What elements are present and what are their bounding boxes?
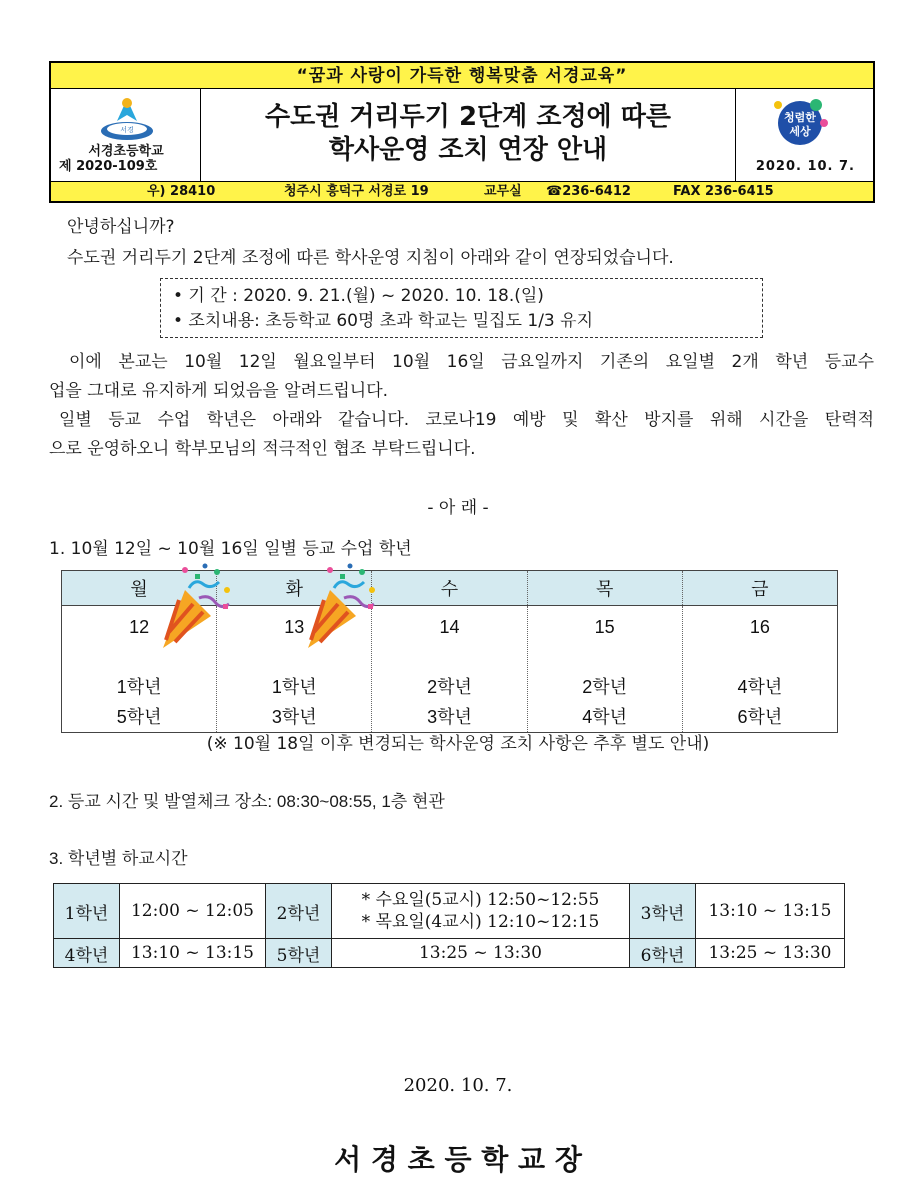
address-bar (51, 181, 873, 201)
dismissal-time-table (53, 883, 845, 968)
paragraph-1-line-1: 이에 본교는 10월 12일 월요일부터 10월 16일 금요일까지 기존의 요일별 2개 학년 등교수 (69, 352, 874, 372)
closing-date: 2020. 10. 7. (403, 1075, 513, 1096)
dismissal-time: 12:00 ~ 12:05 (120, 884, 266, 939)
dismissal-time: 13:25 ~ 13:30 (332, 939, 630, 968)
day-header: 목 (527, 571, 682, 606)
day-header: 수 (372, 571, 527, 606)
section-1-title: 1. 10월 12일 ~ 10월 16일 일별 등교 수업 학년 (49, 539, 412, 559)
grade-label: 1학년 (54, 884, 120, 939)
intro-text: 수도권 거리두기 2단계 조정에 따른 학사운영 지침이 아래와 같이 연장되었습니다. (67, 248, 674, 268)
postal-code: 우) 28410 (147, 184, 216, 199)
grade-label: 6학년 (630, 939, 696, 968)
section-2-title: 2. 등교 시간 및 발열체크 장소: 08:30~08:55, 1층 현관 (49, 792, 445, 811)
measure-line: • 조치내용: 초등학교 60명 초과 학교는 밀집도 1/3 유지 (173, 311, 593, 331)
grade: 4학년 (737, 677, 783, 697)
grade-label: 3학년 (630, 884, 696, 939)
day-cell (527, 606, 682, 733)
phone: ☎236-6412 (546, 184, 631, 199)
date-number: 16 (749, 617, 770, 637)
svg-text:청렴한: 청렴한 (784, 111, 816, 124)
title-line-1: 수도권 거리두기 2단계 조정에 따른 (265, 102, 671, 132)
section-3-title: 3. 학년별 하교시간 (49, 849, 188, 868)
slogan: “꿈과 사랑이 가득한 행복맞춤 서경교육” (51, 63, 873, 89)
principal-signature: 서 경 초 등 학 교 장 (334, 1143, 582, 1176)
svg-text:서경: 서경 (120, 126, 134, 134)
paragraph-2-line-1: 일별 등교 수업 학년은 아래와 같습니다. 코로나19 예방 및 확산 방지를 위해 시간을 탄력적 (59, 410, 874, 430)
school-name: 서경초등학교 (88, 144, 164, 159)
date-number: 15 (594, 617, 615, 637)
day-header: 화 (217, 571, 372, 606)
grade: 3학년 (427, 707, 472, 727)
dismissal-time (332, 884, 630, 939)
header-right (736, 89, 873, 181)
document-title (201, 89, 736, 181)
greeting: 안녕하십니까? (67, 217, 175, 237)
svg-text:세상: 세상 (789, 125, 811, 138)
below-heading: - 아 래 - (427, 498, 489, 518)
grade: 1학년 (271, 677, 317, 697)
school-block (51, 89, 201, 181)
address: 청주시 흥덕구 서경로 19 (284, 184, 429, 199)
school-logo-icon (97, 95, 157, 141)
date-number: 13 (284, 617, 305, 637)
dismissal-time: 13:10 ~ 13:15 (696, 884, 845, 939)
date-number: 12 (129, 617, 150, 637)
grade: 6학년 (737, 707, 783, 727)
date-number: 14 (439, 617, 460, 637)
grade: 4학년 (582, 707, 628, 727)
party-popper-icon (300, 560, 380, 652)
grade-label: 4학년 (54, 939, 120, 968)
period-line: • 기 간 : 2020. 9. 21.(월) ~ 2020. 10. 18.(일) (173, 286, 544, 306)
schedule-note: (※ 10월 18일 이후 변경되는 학사운영 조치 사항은 추후 별도 안내) (206, 734, 710, 754)
dismissal-time: 13:10 ~ 13:15 (120, 939, 266, 968)
dismissal-time: 13:25 ~ 13:30 (696, 939, 845, 968)
grade: 5학년 (116, 707, 162, 727)
integrity-emblem-icon (770, 93, 834, 151)
grade: 2학년 (582, 677, 628, 697)
header-date: 2020. 10. 7. (755, 159, 855, 174)
day-cell (372, 606, 527, 733)
thursday-time: * 목요일(4교시) 12:10~12:15 (361, 912, 600, 932)
day-header: 월 (62, 571, 217, 606)
day-header: 금 (682, 571, 837, 606)
title-line-2: 학사운영 조치 연장 안내 (328, 135, 608, 165)
grade-label: 2학년 (266, 884, 332, 939)
document-number: 제 2020-109호 (59, 159, 158, 174)
grade: 1학년 (116, 677, 162, 697)
grade: 3학년 (271, 707, 317, 727)
grade-label: 5학년 (266, 939, 332, 968)
table-row (54, 884, 845, 939)
wednesday-time: * 수요일(5교시) 12:50~12:55 (361, 890, 600, 910)
paragraph-1-line-2: 업을 그대로 유지하게 되었음을 알려드립니다. (49, 381, 389, 401)
party-popper-icon (155, 560, 235, 652)
letterhead (49, 61, 875, 203)
table-row (54, 939, 845, 968)
grade: 2학년 (427, 677, 472, 697)
day-cell (682, 606, 837, 733)
office: 교무실 (484, 184, 522, 199)
fax: FAX 236-6415 (673, 184, 774, 199)
notice-box (160, 278, 763, 338)
paragraph-2-line-2: 으로 운영하오니 학부모님의 적극적인 협조 부탁드립니다. (49, 439, 476, 459)
